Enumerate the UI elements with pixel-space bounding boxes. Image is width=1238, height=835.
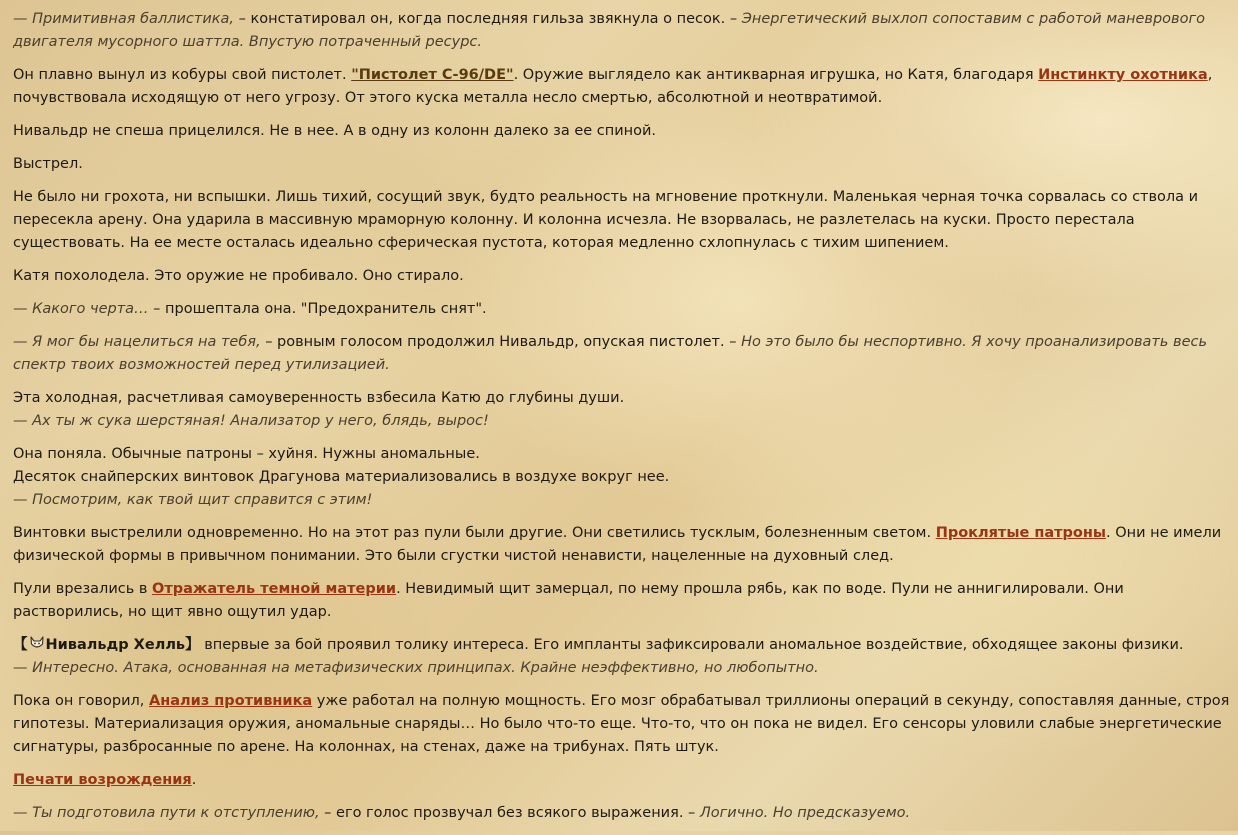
dialogue-italic: — Интересно. Атака, основанная на метафизических принципах. Крайне неэффективно, но любопытно. <box>13 660 819 676</box>
skill-link-hunter-instinct[interactable]: Инстинкту охотника <box>1038 67 1208 83</box>
paragraph-12 <box>13 578 1233 624</box>
skill-link-dark-matter-reflector[interactable]: Отражатель темной материи <box>152 581 397 597</box>
paragraph-5: Не было ни грохота, ни вспышки. Лишь тихий, сосущий звук, будто реальность на мгновение проткнули. Маленькая черная точка сорвалась со ствола и пересекла арену. Она ударила в массивную мраморную колонну. И колонна исчезла. Не взорвалась, не разлетелась на куски. Просто перестала существовать. На ее месте осталась идеально сферическая пустота, которая медленно схлопнулась с тихим шипением. <box>13 189 1199 251</box>
skill-link-enemy-analysis[interactable]: Анализ противника <box>149 693 313 709</box>
narration: Пока он говорил, <box>13 693 150 709</box>
narration: Эта холодная, расчетливая самоуверенность взбесила Катю до глубины души. <box>13 390 625 406</box>
narration: . Невидимый щит замерцал, по нему прошла рябь, как по воде. Пули не аннигилировали. Они растворились, но щит явно ощутил удар. <box>13 581 1124 620</box>
paragraph-6: Катя похолодела. Это оружие не пробивало. Оно стирало. <box>13 268 464 284</box>
narration: Он плавно вынул из кобуры свой пистолет. <box>13 67 352 83</box>
paragraph-1 <box>13 8 1233 54</box>
paragraph-15 <box>13 769 1233 792</box>
narration: Она поняла. Обычные патроны – хуйня. Нужны аномальные. <box>13 446 480 462</box>
narration: Винтовки выстрелили одновременно. Но на этот раз пули были другие. Они светились тусклым, болезненным светом. <box>13 525 936 541</box>
item-link-pistol[interactable]: "Пистолет С-96/DE" <box>351 67 514 83</box>
paragraph-9 <box>13 387 1233 433</box>
dialogue-italic: — Ты подготовила пути к отступлению, <box>13 805 320 821</box>
narration: . Оружие выглядело как антикварная игрушка, но Катя, благодаря <box>513 67 1039 83</box>
paragraph-3: Нивальдр не спеша прицелился. Не в нее. А в одну из колонн далеко за ее спиной. <box>13 123 657 139</box>
dialogue-italic: Логично. Но предсказуемо. <box>699 805 911 821</box>
dialogue-italic: — Какого черта… <box>13 301 149 317</box>
narration: – ровным голосом продолжил Нивальдр, опуская пистолет. – <box>260 334 742 350</box>
dialogue-italic: — Посмотрим, как твой щит справится с этим! <box>13 492 373 508</box>
paragraph-16 <box>13 802 1233 825</box>
paragraph-14 <box>13 690 1233 759</box>
paragraph-4: Выстрел. <box>13 156 83 172</box>
paragraph-8 <box>13 331 1233 377</box>
bracket-close: 】 <box>185 637 200 653</box>
dialogue-italic: — Примитивная баллистика, <box>13 11 234 27</box>
dialogue-italic: Но это было бы неспортивно. Я хочу проанализировать весь спектр твоих возможностей перед утилизацией. <box>13 334 1208 373</box>
paragraph-11 <box>13 522 1233 568</box>
bracket-open: 【 <box>13 637 28 653</box>
skill-link-cursed-bullets[interactable]: Проклятые патроны <box>935 525 1107 541</box>
paragraph-7 <box>13 298 1233 321</box>
dialogue-italic: — Ах ты ж сука шерстяная! Анализатор у него, блядь, вырос! <box>13 413 489 429</box>
narration: – констатировал он, когда последняя гильза звякнула о песок. – <box>234 11 742 27</box>
narration: – его голос прозвучал без всякого выражения. – <box>319 805 700 821</box>
paragraph-10 <box>13 443 1233 512</box>
narration: Десяток снайперских винтовок Драгунова материализовались в воздухе вокруг нее. <box>13 469 670 485</box>
paragraph-2 <box>13 64 1233 110</box>
dialogue-italic: — Я мог бы нацелиться на тебя, <box>13 334 261 350</box>
narration: уже работал на полную мощность. Его мозг обрабатывал триллионы операций в секунду, сопоставляя данные, строя гипотезы. Материализация оружия, аномальные снаряды… Но было что-то еще. Что-то, что он пока не видел. Его сенсоры уловили слабые энергетические сигнатуры, разбросанные по арене. На колоннах, на стенах, даже на трибунах. Пять штук. <box>13 693 1230 755</box>
story-text <box>13 8 1233 835</box>
narration: . Они не имели физической формы в привычном понимании. Это были сгустки чистой ненависти, нацеленные на духовный след. <box>13 525 1222 564</box>
character-name: Нивальдр Хелль <box>45 637 186 653</box>
dialogue-italic: Энергетический выхлоп сопоставим с работой маневрового двигателя мусорного шаттла. Впустую потраченный ресурс. <box>13 11 1205 50</box>
paragraph-13 <box>13 634 1233 680</box>
narration: Пули врезались в <box>13 581 153 597</box>
narration: . <box>191 772 197 788</box>
fox-icon <box>29 635 45 651</box>
skill-link-rebirth-seals[interactable]: Печати возрождения <box>13 772 192 788</box>
narration: – прошептала она. <box>148 301 301 317</box>
narration: , почувствовала исходящую от него угрозу. От этого куска металла несло смертью, абсолютной и неотвратимой. <box>13 67 1213 106</box>
system-quote: "Предохранитель снят". <box>300 301 487 317</box>
character-tag <box>13 637 200 653</box>
narration: впервые за бой проявил толику интереса. Его импланты зафиксировали аномальное воздействие, обходящее законы физики. <box>199 637 1184 653</box>
